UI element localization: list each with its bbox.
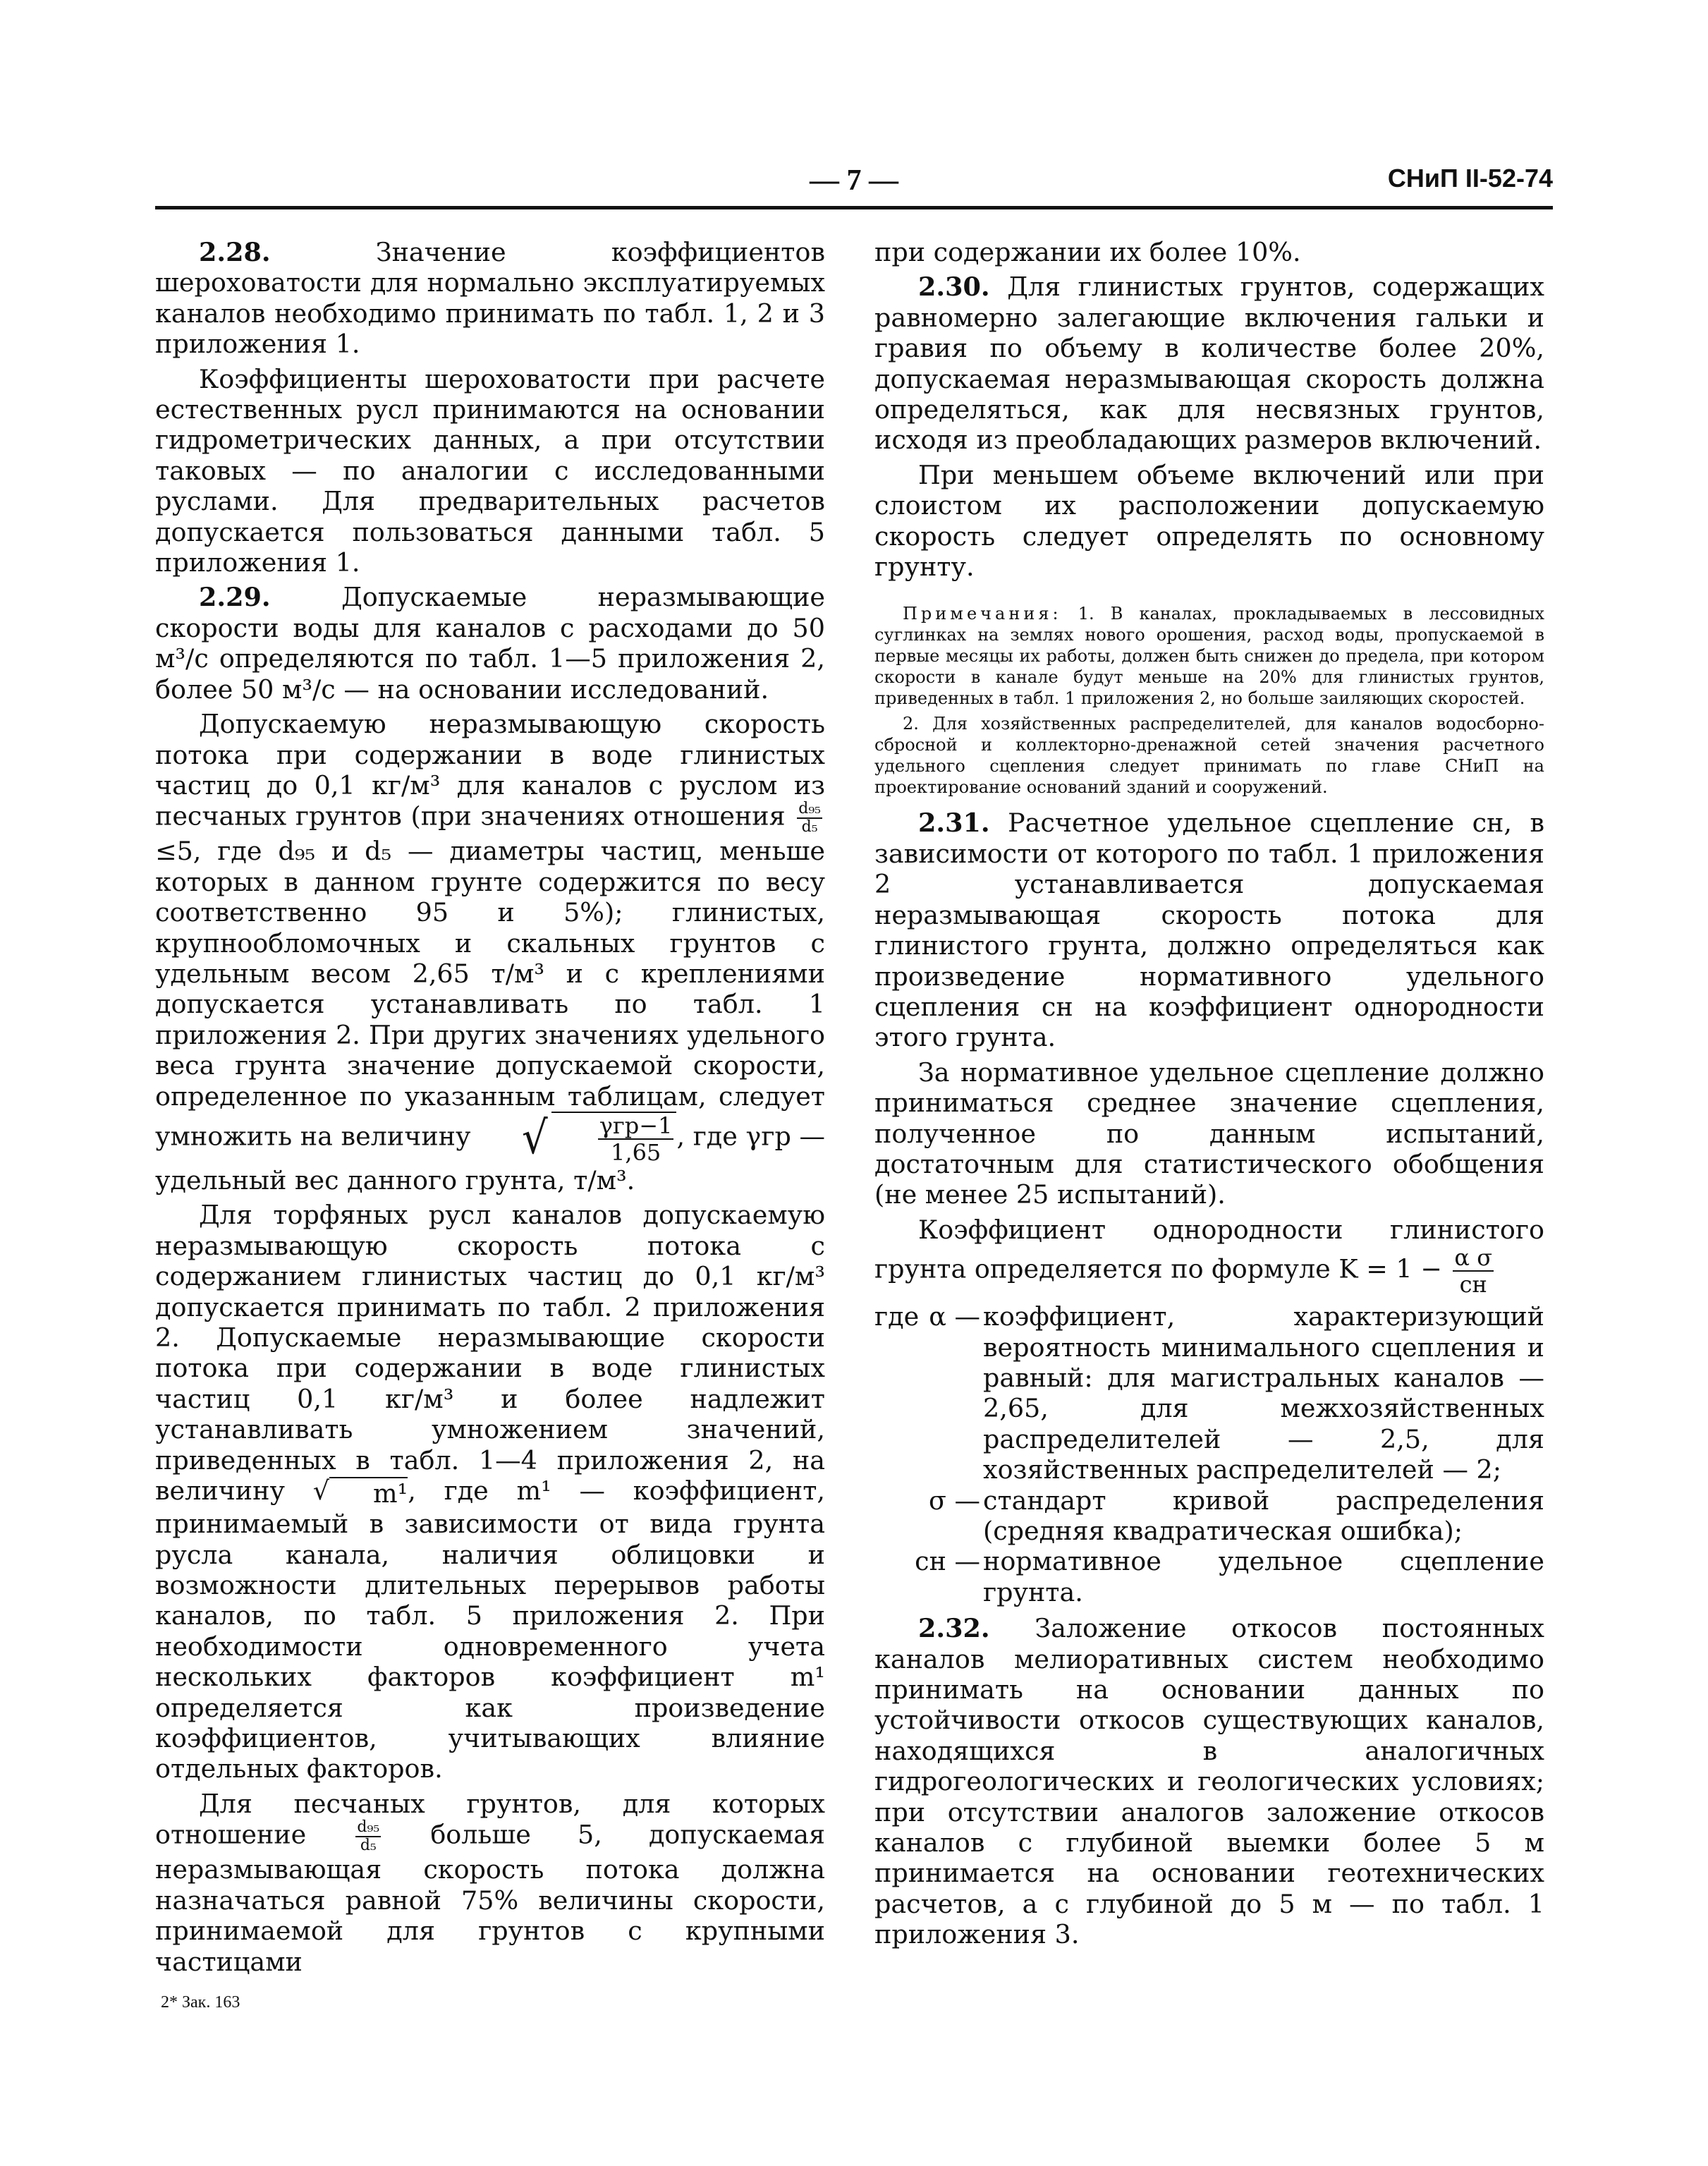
fraction-numerator: γгр−1 [599,1112,673,1139]
document-code: СНиП II-52-74 [1387,164,1553,193]
paragraph-text: Заложение откосов постоянных каналов мелиоративных систем необходимо принимать на основании данных по устойчивости откосов существующих каналов, находящихся в аналогичных гидрогеологических и геологических условиях; при отсутствии аналогов заложение откосов каналов с глубиной выемки более 5 м принимается на основании геотехнических расчетов, а с глубиной до 5 м — по табл. 1 приложения 3. [874,1613,1544,1950]
note-text: 1. В каналах, прокладываемых в лессовидных суглинках на землях нового орошения, расход воды, пропускаемой в первые месяцы их работы, должен быть снижен до предела, при котором скорости в канале будут меньше на 20% для глинистых грунтов, приведенных в табл. 1 приложения 2, но больше заиляющих скоростей. [874,604,1544,709]
paragraph-text: Для песчаных грунтов, для которых отношение [155,1788,825,1850]
paragraph-2-30 [874,272,1544,455]
section-number: 2.31. [918,808,990,839]
fraction-denominator: d₅ [360,1837,377,1855]
paragraph-text: Коэффициент однородности глинистого грунта определяется по формуле [874,1214,1544,1284]
paragraph: Коэффициенты шероховатости при расчете естественных русл принимаются на основании гидрометрических данных, а при отсутствии таковых — по аналогии с исследованными руслами. Для предварительных расчетов допускается пользоваться данными табл. 5 приложения 1. [155,363,825,578]
left-column [155,237,825,1981]
paragraph [155,709,825,1195]
symbol: α — [929,1301,980,1332]
section-number: 2.30. [918,272,990,303]
paragraph-text: ≤5, где d₉₅ и d₅ — диаметры частиц, меньше которых в данном грунте содержится по весу соответственно 95 и 5%); глинистых, крупнообломочных и скальных грунтов с удельным весом 2,65 т/м³ и с креплениями допускается устанавливать по табл. 1 приложения 2. При других значениях удельного веса грунта значение допускаемой скорости, определенное по указанным таблицам, следует умножить на величину [155,836,825,1152]
definition-text: нормативное удельное сцепление грунта. [983,1546,1544,1607]
paragraph-2-28 [155,237,825,360]
paragraph: При меньшем объеме включений или при слоистом их расположении допускаемую скорость следует определять по основному грунту. [874,459,1544,583]
radical-sign: √ [312,1476,329,1507]
paragraph-continuation: при содержании их более 10%. [874,237,1301,267]
paragraph-2-29 [155,582,825,705]
radicand [551,1112,677,1165]
definition-alpha [874,1301,1544,1485]
paragraph-text: Допускаемую неразмывающую скорость потока при содержании в воде глинистых частиц до 0,1 кг/м³ для каналов с руслом из песчаных грунтов (при значениях отношения [155,709,825,832]
paragraph-text: , где m¹ — коэффициент, принимаемый в зависимости от вида грунта русла канала, наличия облицовки и возможности длительных перерывов работы каналов, по табл. 5 приложения 2. При необходимости одновременного учета нескольких факторов коэффициент m¹ определяется как произведение коэффициентов, учитывающих влияние отдельных факторов. [155,1476,826,1784]
note-2: 2. Для хозяйственных распределителей, для каналов водосборно-сбросной и коллекторно-дренажной сетей значения расчетного удельного сцепления следует принимать по главе СНиП на проектирование оснований зданий и сооружений. [874,714,1544,798]
fraction-numerator: d₉₅ [357,1818,380,1837]
paragraph: За нормативное удельное сцепление должно приниматься среднее значение сцепления, полученное по данным испытаний, достаточным для статистического обобщения (не менее 25 испытаний). [874,1057,1544,1210]
definition-symbol: σ — [928,1485,980,1516]
definition-symbol: cн — [915,1546,980,1577]
fraction-denominator: d₅ [801,818,818,836]
paragraph-text: Допускаемые неразмывающие скорости воды для каналов с расходами до 50 м³/с определяются по табл. 1—5 приложения 2, более 50 м³/с — на основании исследований. [155,582,825,705]
page-number: — 7 — [810,164,898,197]
definition-text: коэффициент, характеризующий вероятность минимального сцепления и равный: для магистральных каналов — 2,65, для межхозяйственных распределителей — 2,5, для хозяйственных распределителей — 2; [983,1301,1544,1485]
right-column [874,237,1544,1954]
fraction-denominator: 1,65 [611,1138,661,1166]
radical-sign: √ [522,1112,548,1164]
formula-lhs: K = 1 − [1338,1253,1451,1284]
section-number: 2.29. [199,582,271,613]
radicand: m¹ [329,1477,408,1509]
paragraph-text: Значение коэффициентов шероховатости для нормально эксплуатируемых каналов необходимо принимать по табл. 1, 2 и 3 приложения 1. [155,237,825,360]
ratio-d95-d5 [355,1819,381,1854]
paragraph-text: Для торфяных русл каналов допускаемую неразмывающую скорость потока с содержанием глинистых частиц до 0,1 кг/м³ допускается принимать по табл. 2 приложения 2. Допускаемые неразмывающие скорости потока при содержании в воде глинистых частиц 0,1 кг/м³ и более надлежит устанавливать умножением значений, приведенных в табл. 1—4 приложения 2, на величину [155,1200,825,1507]
fraction-numerator: α σ [1454,1244,1493,1272]
formula-fraction [1453,1245,1494,1297]
ratio-d95-d5 [797,801,822,836]
section-number: 2.28. [199,237,271,267]
definition-sigma [874,1485,1544,1547]
paragraph-text: больше 5, допускаемая неразмывающая скорость потока должна назначаться равной 75% величины скорости, принимаемой для грунтов с крупными частицами [155,1819,826,1977]
paragraph-2-31 [874,808,1544,1052]
paragraph [874,1215,1544,1297]
print-mark: 2* Зак. 163 [161,1993,240,2012]
where-label: где [874,1301,920,1332]
header-rule [155,206,1553,209]
note-1 [874,603,1544,709]
notes-block [874,603,1544,798]
definition-symbol [874,1301,983,1485]
paragraph-text: Для глинистых грунтов, содержащих равномерно залегающие включения гальки и гравия по объему в количестве более 20%, допускаемая неразмывающая скорость должна определяться, как для несвязных грунтов, исходя из преобладающих размеров включений. [874,272,1544,456]
definition-text: стандарт кривой распределения (средняя квадратическая ошибка); [983,1485,1544,1546]
page-header [155,164,1553,206]
gamma-fraction [598,1113,674,1165]
definition-cn [874,1546,1544,1607]
paragraph-text: , где γгр — удельный вес данного грунта, т/м³. [155,1121,825,1195]
formula-definitions [874,1301,1544,1607]
paragraph-text: Расчетное удельное сцепление cн, в зависимости от которого по табл. 1 приложения 2 устанавливается допускаемая неразмывающая скорость потока для глинистого грунта, должно определяться как произведение нормативного удельного сцепления cн на коэффициент однородности этого грунта. [874,808,1544,1053]
section-number: 2.32. [918,1613,990,1644]
fraction-numerator: d₉₅ [798,800,821,818]
paragraph-2-32 [874,1613,1544,1949]
paragraph [155,1200,825,1784]
fraction-denominator: cн [1459,1271,1487,1298]
notes-label: Примечания: [903,604,1062,624]
paragraph [155,1789,825,1977]
